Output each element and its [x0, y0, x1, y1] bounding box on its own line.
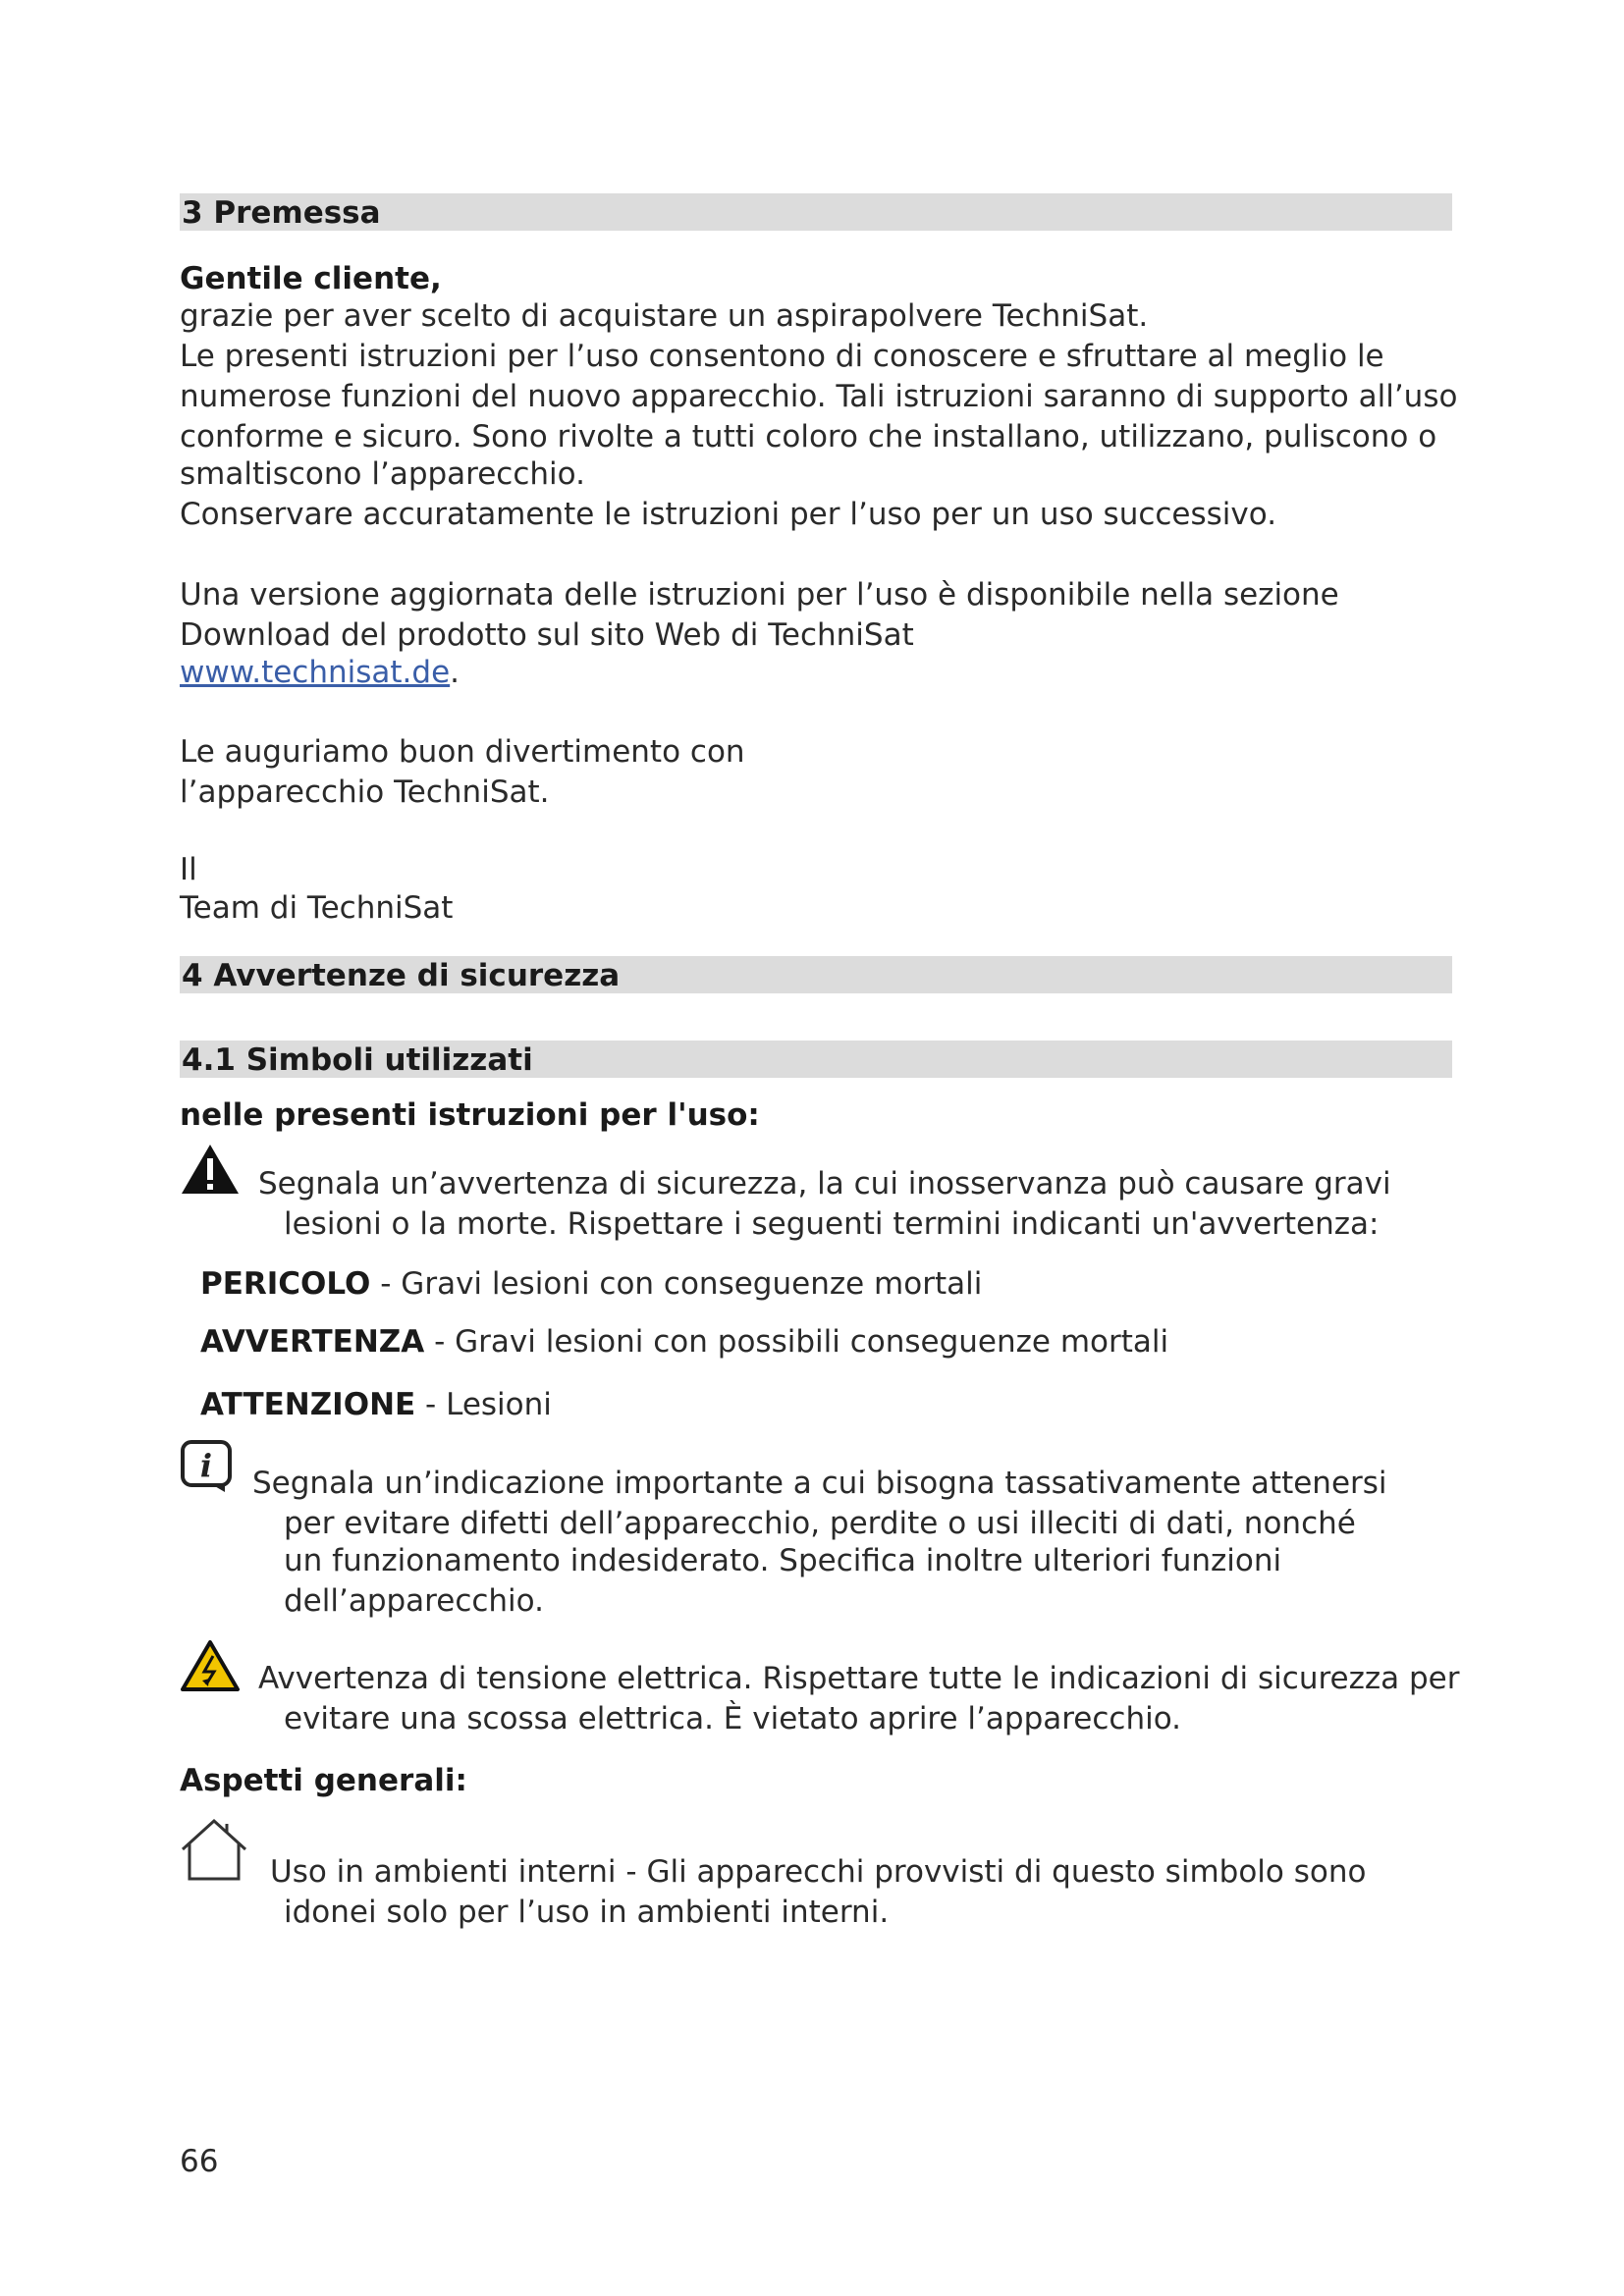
term-pericolo: PERICOLO - Gravi lesioni con conseguenze mortali: [200, 1266, 983, 1302]
svg-text:i: i: [199, 1447, 213, 1484]
section-heading-premessa: 3 Premessa: [180, 193, 1452, 231]
house-icon: [180, 1818, 248, 1883]
intro-line: Le presenti istruzioni per l’uso consentono di conoscere e sfruttare al meglio le: [180, 339, 1384, 374]
info-desc: un funzionamento indesiderato. Specifica inoltre ulteriori funzioni: [284, 1543, 1282, 1578]
intro-line: conforme e sicuro. Sono rivolte a tutti coloro che installano, utilizzano, puliscono o: [180, 419, 1437, 454]
general-heading: Aspetti generali:: [180, 1763, 467, 1798]
warning-desc: Segnala un’avvertenza di sicurezza, la cui inosservanza può causare gravi: [258, 1166, 1391, 1201]
signature-line: Il: [180, 852, 197, 887]
closing-line: l’apparecchio TechniSat.: [180, 774, 550, 810]
info-icon: [180, 1439, 233, 1494]
website-link[interactable]: www.technisat.de: [180, 655, 451, 690]
symbols-subheading: nelle presenti istruzioni per l'uso:: [180, 1097, 760, 1133]
intro-line: Conservare accuratamente le istruzioni per l’uso per un uso successivo.: [180, 497, 1277, 532]
electric-desc: evitare una scossa elettrica. È vietato aprire l’apparecchio.: [284, 1701, 1182, 1736]
electric-hazard-icon: [180, 1639, 241, 1692]
update-line: Download del prodotto sul sito Web di TechniSat: [180, 617, 914, 653]
warning-desc: lesioni o la morte. Rispettare i seguenti termini indicanti un'avvertenza:: [284, 1206, 1380, 1242]
warning-triangle-icon: [180, 1143, 241, 1196]
closing-line: Le auguriamo buon divertimento con: [180, 734, 745, 770]
indoor-desc: Uso in ambienti interni - Gli apparecchi provvisti di questo simbolo sono: [270, 1854, 1367, 1890]
website-line: [180, 653, 460, 692]
indoor-desc: idonei solo per l’uso in ambienti interni.: [284, 1895, 890, 1930]
term-avvertenza: AVVERTENZA - Gravi lesioni con possibili conseguenze mortali: [200, 1324, 1169, 1360]
update-line: Una versione aggiornata delle istruzioni per l’uso è disponibile nella sezione: [180, 577, 1339, 613]
section-heading-avvertenze: 4 Avvertenze di sicurezza: [180, 956, 1452, 993]
info-desc: dell’apparecchio.: [284, 1583, 544, 1619]
term-attenzione: ATTENZIONE - Lesioni: [200, 1387, 552, 1422]
intro-line: smaltiscono l’apparecchio.: [180, 456, 585, 492]
page-number: 66: [180, 2144, 219, 2179]
info-desc: per evitare difetti dell’apparecchio, perdite o usi illeciti di dati, nonché: [284, 1506, 1356, 1541]
electric-desc: Avvertenza di tensione elettrica. Rispettare tutte le indicazioni di sicurezza per: [258, 1661, 1460, 1696]
greeting: Gentile cliente,: [180, 261, 442, 296]
signature-line: Team di TechniSat: [180, 890, 454, 926]
intro-line: grazie per aver scelto di acquistare un aspirapolvere TechniSat.: [180, 298, 1149, 334]
section-heading-simboli: 4.1 Simboli utilizzati: [180, 1041, 1452, 1078]
info-desc: Segnala un’indicazione importante a cui bisogna tassativamente attenersi: [252, 1466, 1387, 1501]
intro-line: numerose funzioni del nuovo apparecchio. Tali istruzioni saranno di supporto all’uso: [180, 379, 1458, 414]
link-suffix: .: [450, 655, 460, 690]
